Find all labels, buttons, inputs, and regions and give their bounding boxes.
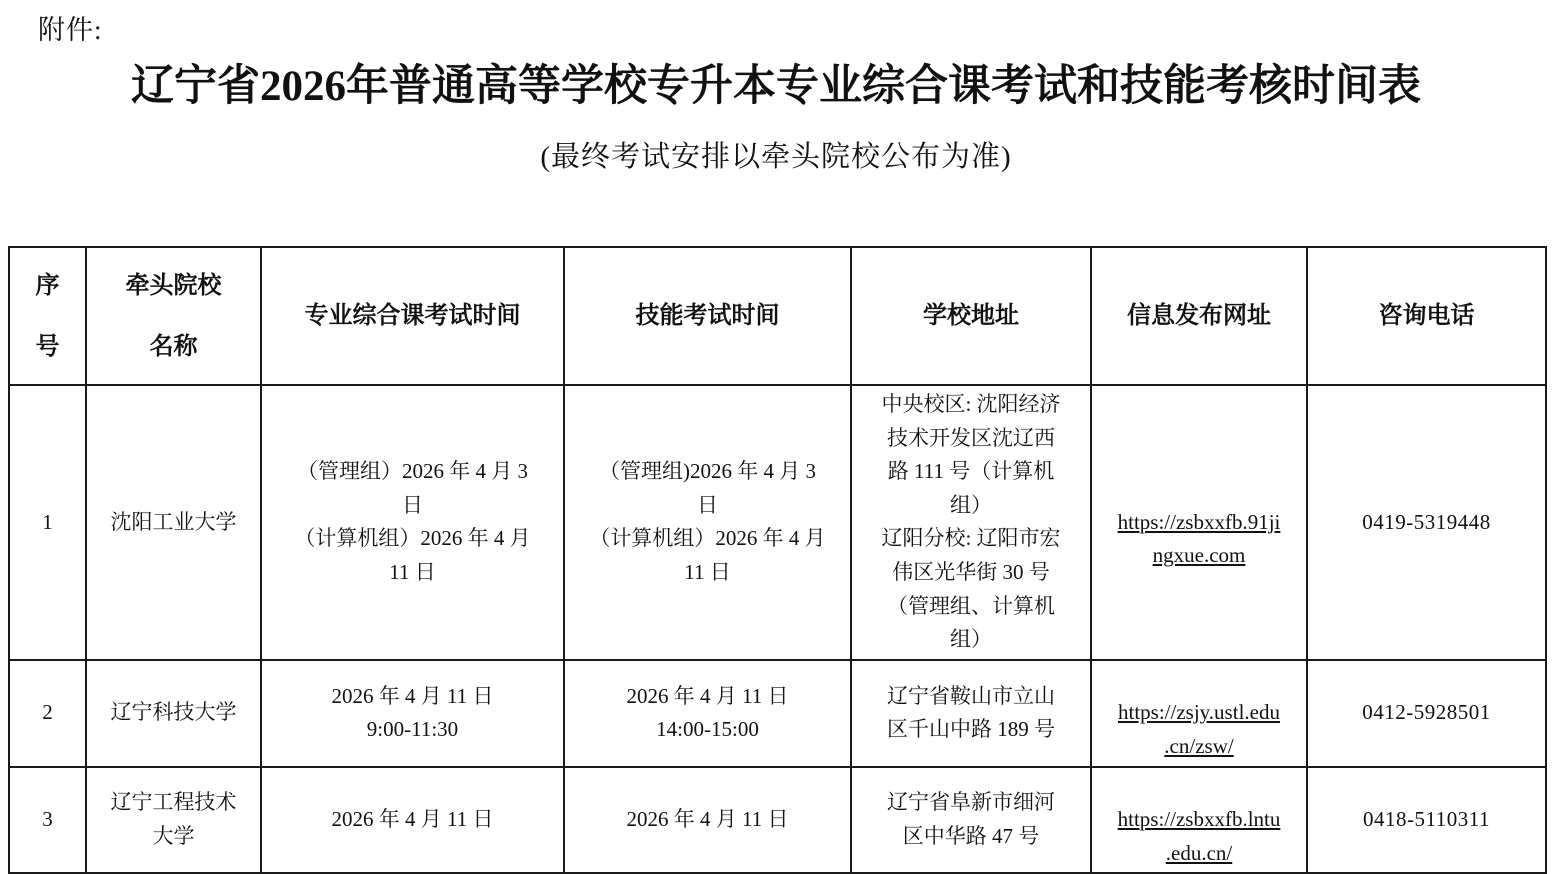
cell-phone: 0418-5110311 (1307, 767, 1546, 874)
cell-website (1091, 767, 1307, 874)
cell-no: 1 (9, 385, 86, 660)
page-subtitle: (最终考试安排以牵头院校公布为准) (540, 141, 1012, 173)
col-header-address: 学校地址 (851, 247, 1091, 385)
cell-comprehensive-time: 2026 年 4 月 11 日 (261, 767, 564, 874)
cell-comprehensive-time: （管理组）2026 年 4 月 3 日 （计算机组）2026 年 4 月 11 日 (261, 385, 564, 660)
website-link[interactable]: https://zsbxxfb.91ji ngxue.com (1117, 509, 1281, 568)
col-header-phone: 咨询电话 (1307, 247, 1546, 385)
table-row (9, 767, 1546, 874)
cell-skill-time: 2026 年 4 月 11 日 14:00-15:00 (564, 660, 851, 767)
cell-address: 中央校区: 沈阳经济 技术开发区沈辽西 路 111 号（计算机 组） 辽阳分校: 辽阳市宏 伟区光华街 30 号 （管理组、计算机 组） (851, 385, 1091, 660)
cell-website (1091, 660, 1307, 767)
exam-schedule-table (8, 246, 1547, 874)
cell-address: 辽宁省鞍山市立山 区千山中路 189 号 (851, 660, 1091, 767)
table-row (9, 660, 1546, 767)
cell-skill-time: （管理组)2026 年 4 月 3 日 （计算机组）2026 年 4 月 11 日 (564, 385, 851, 660)
col-header-comprehensive-time: 专业综合课考试时间 (261, 247, 564, 385)
cell-skill-time: 2026 年 4 月 11 日 (564, 767, 851, 874)
cell-address: 辽宁省阜新市细河 区中华路 47 号 (851, 767, 1091, 874)
cell-school: 辽宁科技大学 (86, 660, 261, 767)
col-header-no: 序 号 (9, 247, 86, 385)
cell-no: 2 (9, 660, 86, 767)
cell-no: 3 (9, 767, 86, 874)
page-title: 辽宁省2026年普通高等学校专升本专业综合课考试和技能考核时间表 (131, 63, 1421, 110)
col-header-website: 信息发布网址 (1091, 247, 1307, 385)
attachment-label: 附件: (38, 15, 103, 45)
cell-phone: 0412-5928501 (1307, 660, 1546, 767)
col-header-school: 牵头院校 名称 (86, 247, 261, 385)
cell-school: 辽宁工程技术 大学 (86, 767, 261, 874)
website-link[interactable]: https://zsjy.ustl.edu .cn/zsw/ (1118, 700, 1280, 758)
table-row (9, 385, 1546, 660)
table-header-row (9, 247, 1546, 385)
col-header-skill-time: 技能考试时间 (564, 247, 851, 385)
cell-phone: 0419-5319448 (1307, 385, 1546, 660)
website-link[interactable]: https://zsbxxfb.lntu .edu.cn/ (1117, 807, 1281, 865)
cell-school: 沈阳工业大学 (86, 385, 261, 660)
cell-website (1091, 385, 1307, 660)
cell-comprehensive-time: 2026 年 4 月 11 日 9:00-11:30 (261, 660, 564, 767)
